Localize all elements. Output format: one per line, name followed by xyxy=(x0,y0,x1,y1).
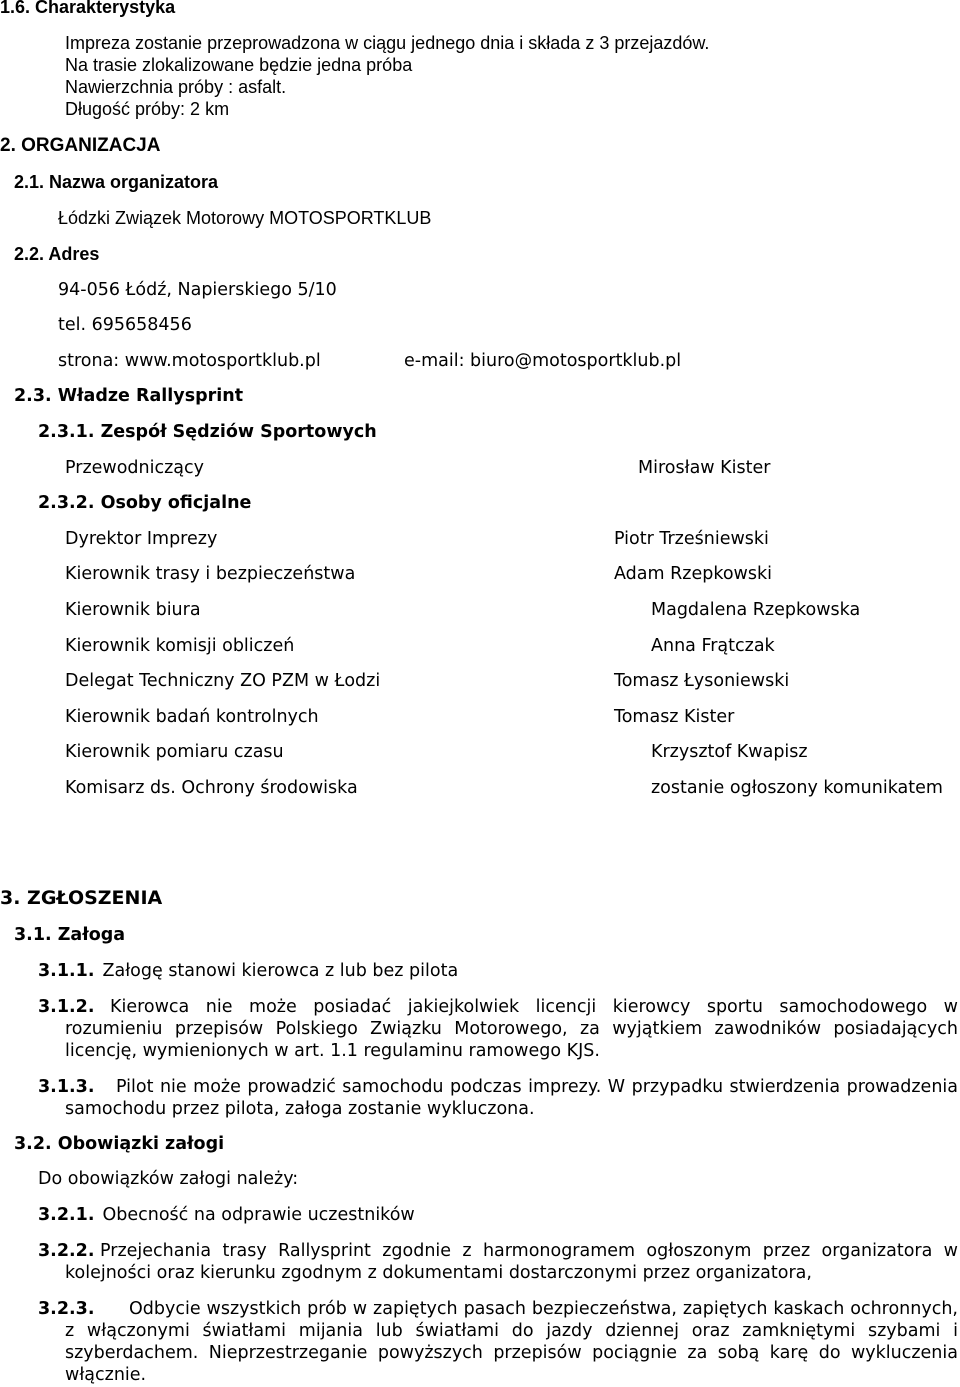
official-role: Kierownik biura xyxy=(65,600,201,620)
section-3-heading: 3. ZGŁOSZENIA xyxy=(0,887,163,909)
chair-name: Mirosław Kister xyxy=(638,458,771,478)
para-text: Załogę stanowi kierowca z lub bez pilota xyxy=(102,961,459,981)
s16-line-2: Na trasie zlokalizowane będzie jedna próba xyxy=(65,55,413,75)
para-3-1-2: Kierowca nie może posiadać jakiejkolwiek licencji kierowcy sportu samochodowego w rozumieniu przepisów Polskiego Związku Motorowego, za wyjątkiem zawodników posiadających licencję, wymienionych w art. 1.1 regulaminu ramowego KJS. xyxy=(65,997,958,1061)
para-3-2-3: Odbycie wszystkich prób w zapiętych pasach bezpieczeństwa, zapiętych kaskach ochronnych, z włączonymi światłami mijania lub światłami do jazdy dziennej oraz zamkniętymi szybami i szyberdachem. Nieprzestrzeganie powyższych przepisów pociągnie za sobą karę do wykluczenia włącznie. xyxy=(65,1299,958,1385)
para-number: 3.1.1. xyxy=(38,961,95,981)
official-name: zostanie ogłoszony komunikatem xyxy=(651,778,943,798)
s16-line-1: Impreza zostanie przeprowadzona w ciągu jednego dnia i składa z 3 przejazdów. xyxy=(65,33,710,53)
official-name: Tomasz Łysoniewski xyxy=(614,671,790,691)
para-number: 3.2.2. xyxy=(38,1241,95,1261)
para-number: 3.1.3. xyxy=(38,1077,95,1097)
official-role: Delegat Techniczny ZO PZM w Łodzi xyxy=(65,671,381,691)
section-3-2-intro: Do obowiązków załogi należy: xyxy=(38,1169,299,1189)
chair-role: Przewodniczący xyxy=(65,458,204,478)
phone: tel. 695658456 xyxy=(58,315,192,335)
para-number: 3.2.3. xyxy=(38,1299,95,1319)
official-name: Anna Frątczak xyxy=(651,636,775,656)
official-role: Kierownik badań kontrolnych xyxy=(65,707,319,727)
section-2-2-heading: 2.2. Adres xyxy=(14,244,100,264)
section-3-2-heading: 3.2. Obowiązki załogi xyxy=(14,1134,225,1154)
official-name: Tomasz Kister xyxy=(614,707,735,727)
section-2-1-heading: 2.1. Nazwa organizatora xyxy=(14,172,219,192)
website: strona: www.motosportklub.pl xyxy=(58,351,321,371)
section-3-1-heading: 3.1. Załoga xyxy=(14,925,126,945)
para-3-2-1 xyxy=(38,1204,415,1226)
official-name: Adam Rzepkowski xyxy=(614,564,772,584)
s16-line-4: Długość próby: 2 km xyxy=(65,99,230,119)
official-role: Dyrektor Imprezy xyxy=(65,529,218,549)
official-role: Kierownik pomiaru czasu xyxy=(65,742,284,762)
official-role: Kierownik komisji obliczeń xyxy=(65,636,295,656)
para-number: 3.1.2. xyxy=(38,997,95,1017)
section-2-heading: 2. ORGANIZACJA xyxy=(0,135,161,156)
para-3-1-1 xyxy=(38,960,458,982)
section-2-3-2-heading: 2.3.2. Osoby oficjalne xyxy=(38,493,252,513)
section-1-6-heading: 1.6. Charakterystyka xyxy=(0,0,176,17)
official-role: Komisarz ds. Ochrony środowiska xyxy=(65,778,358,798)
para-text: Obecność na odprawie uczestników xyxy=(102,1205,415,1225)
para-3-2-2: Przejechania trasy Rallysprint zgodnie z harmonogramem ogłoszonym przez organizatora w kolejności oraz kierunku zgodnym z dokumentami dostarczonymi przez organizatora, xyxy=(65,1241,958,1283)
section-2-3-heading: 2.3. Władze Rallysprint xyxy=(14,386,244,406)
official-name: Piotr Trześniewski xyxy=(614,529,769,549)
official-role: Kierownik trasy i bezpieczeństwa xyxy=(65,564,356,584)
para-3-1-3: Pilot nie może prowadzić samochodu podczas imprezy. W przypadku stwierdzenia prowadzenia samochodu przez pilota, załoga zostanie wykluczona. xyxy=(65,1077,958,1119)
official-name: Magdalena Rzepkowska xyxy=(651,600,861,620)
address: 94-056 Łódź, Napierskiego 5/10 xyxy=(58,280,337,300)
official-name: Krzysztof Kwapisz xyxy=(651,742,808,762)
para-number: 3.2.1. xyxy=(38,1205,95,1225)
organizer-name: Łódzki Związek Motorowy MOTOSPORTKLUB xyxy=(58,208,432,228)
email: e-mail: biuro@motosportklub.pl xyxy=(404,351,682,371)
s16-line-3: Nawierzchnia próby : asfalt. xyxy=(65,77,287,97)
section-2-3-1-heading: 2.3.1. Zespół Sędziów Sportowych xyxy=(38,422,377,442)
